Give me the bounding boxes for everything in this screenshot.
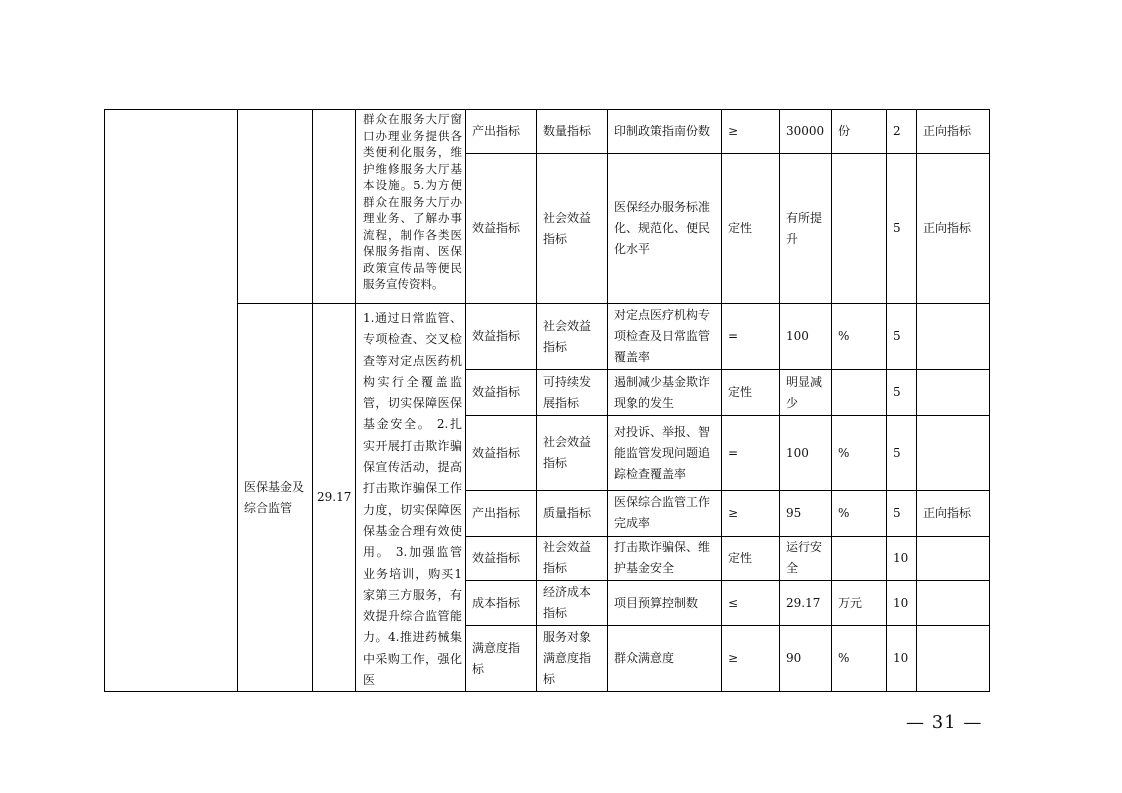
level2-indicator-cell: 服务对象满意度指标 [537,625,608,691]
weight-cell: 10 [887,625,917,691]
direction-cell [917,304,990,370]
target-value-cell: 30000 [780,110,832,154]
level2-indicator-cell: 经济成本指标 [537,581,608,626]
unit-cell: 万元 [832,581,887,626]
level1-indicator-cell: 产出指标 [466,490,537,536]
table-row [105,304,990,370]
target-value-cell: 100 [780,416,832,491]
level2-indicator-cell: 社会效益指标 [537,536,608,581]
indicator-name-cell: 遏制减少基金欺诈现象的发生 [608,370,722,416]
sub-project-content-cell: 群众在服务大厅窗口办理业务提供各类便利化服务，维护维修服务大厅基本设施。5.为方便群众在服务大厅办理业务、了解办事流程，制作各类医保服务指南、医保政策宣传品等便民服务宣传资料。 [356,110,466,304]
unit-cell [832,154,887,304]
target-value-cell: 100 [780,304,832,370]
sub-project-content-cell: 1.通过日常监管、专项检查、交叉检查等对定点医药机构实行全覆盖监管，切实保障医保基金安全。 2.扎实开展打击欺诈骗保宣传活动，提高打击欺诈骗保工作力度，切实保障医保基金合理有效使用。 3.加强监管业务培训，购买1家第三方服务，有效提升综合监管能力。4.推进药械集中采购工作，强化医 [356,304,466,692]
operator-cell: 定性 [722,370,780,416]
operator-cell: = [722,304,780,370]
indicator-name-cell: 打击欺诈骗保、维护基金安全 [608,536,722,581]
level1-indicator-cell: 满意度指标 [466,625,537,691]
level1-indicator-cell: 成本指标 [466,581,537,626]
sub-project-budget-cell [313,110,356,304]
level2-indicator-cell: 数量指标 [537,110,608,154]
target-value-cell: 29.17 [780,581,832,626]
level1-indicator-cell: 效益指标 [466,416,537,491]
sub-project-name-cell: 医保基金及综合监管 [238,304,313,692]
table-row [105,110,990,154]
sub-project-budget-cell: 29.17 [313,304,356,692]
weight-cell: 5 [887,304,917,370]
operator-cell: ≥ [722,110,780,154]
indicator-name-cell: 对定点医疗机构专项检查及日常监管覆盖率 [608,304,722,370]
level2-indicator-cell: 社会效益指标 [537,416,608,491]
weight-cell: 10 [887,536,917,581]
sub-project-name-cell [238,110,313,304]
direction-cell: 正向指标 [917,154,990,304]
project-name-cell [105,110,238,692]
indicator-name-cell: 医保综合监管工作完成率 [608,490,722,536]
direction-cell [917,536,990,581]
target-value-cell: 有所提升 [780,154,832,304]
indicator-name-cell: 医保经办服务标准化、规范化、便民化水平 [608,154,722,304]
table-body [105,110,990,692]
level2-indicator-cell: 可持续发展指标 [537,370,608,416]
unit-cell: % [832,304,887,370]
operator-cell: ≥ [722,490,780,536]
unit-cell: % [832,625,887,691]
level1-indicator-cell: 效益指标 [466,370,537,416]
level1-indicator-cell: 效益指标 [466,536,537,581]
performance-target-table [104,109,990,692]
direction-cell [917,416,990,491]
weight-cell: 5 [887,154,917,304]
weight-cell: 5 [887,370,917,416]
level2-indicator-cell: 质量指标 [537,490,608,536]
indicator-name-cell: 项目预算控制数 [608,581,722,626]
direction-cell [917,581,990,626]
operator-cell: ≤ [722,581,780,626]
indicator-name-cell: 对投诉、举报、智能监管发现问题追踪检查覆盖率 [608,416,722,491]
page-number: — 31 — [906,712,983,733]
weight-cell: 5 [887,416,917,491]
operator-cell: 定性 [722,536,780,581]
weight-cell: 10 [887,581,917,626]
target-value-cell: 95 [780,490,832,536]
direction-cell: 正向指标 [917,110,990,154]
unit-cell: 份 [832,110,887,154]
indicator-name-cell: 印制政策指南份数 [608,110,722,154]
unit-cell [832,370,887,416]
target-value-cell: 运行安全 [780,536,832,581]
direction-cell [917,370,990,416]
target-value-cell: 90 [780,625,832,691]
target-value-cell: 明显减少 [780,370,832,416]
level2-indicator-cell: 社会效益指标 [537,304,608,370]
operator-cell: 定性 [722,154,780,304]
operator-cell: = [722,416,780,491]
weight-cell: 5 [887,490,917,536]
level1-indicator-cell: 效益指标 [466,154,537,304]
level2-indicator-cell: 社会效益指标 [537,154,608,304]
unit-cell: % [832,490,887,536]
direction-cell: 正向指标 [917,490,990,536]
indicator-name-cell: 群众满意度 [608,625,722,691]
level1-indicator-cell: 效益指标 [466,304,537,370]
level1-indicator-cell: 产出指标 [466,110,537,154]
operator-cell: ≥ [722,625,780,691]
direction-cell [917,625,990,691]
unit-cell: % [832,416,887,491]
unit-cell [832,536,887,581]
weight-cell: 2 [887,110,917,154]
